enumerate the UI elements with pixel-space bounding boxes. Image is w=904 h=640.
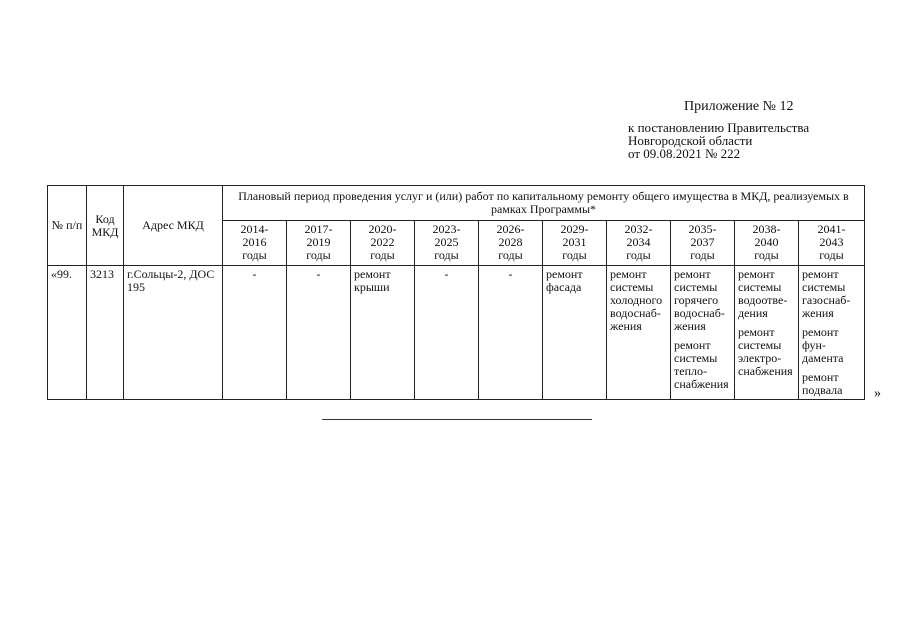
cell-2029: ремонт фасада [543,266,607,400]
year-2020: 2020- 2022 годы [351,221,415,266]
header-num: № п/п [48,186,87,266]
header-code: Код МКД [87,186,124,266]
separator-line [322,419,592,420]
table-row [48,266,865,400]
cell-2017: - [287,266,351,400]
year-2038: 2038- 2040 годы [735,221,799,266]
year-2032: 2032- 2034 годы [607,221,671,266]
cell-2023: - [415,266,479,400]
closing-quote: » [874,386,881,401]
header-period: Плановый период проведения услуг и (или) работ по капитальному ремонту общего имущества в МКД, реализуемых в рамках Программы* [223,186,865,221]
cell-2041: ремонт системы газоснаб- жения ремонт фун- дамента ремонт подвала [799,266,865,400]
header-line-2: Новгородской области [628,133,753,148]
year-2035: 2035- 2037 годы [671,221,735,266]
cell-2035: ремонт системы горячего водоснаб- жения ремонт системы тепло- снабжения [671,266,735,400]
year-2029: 2029- 2031 годы [543,221,607,266]
cell-2032: ремонт системы холодного водоснаб- жения [607,266,671,400]
year-2026: 2026- 2028 годы [479,221,543,266]
row-num: «99. [48,266,87,400]
row-code: 3213 [87,266,124,400]
cell-2020: ремонт крыши [351,266,415,400]
year-2041: 2041- 2043 годы [799,221,865,266]
year-2023: 2023- 2025 годы [415,221,479,266]
appendix-title: Приложение № 12 [684,99,794,114]
header-address: Адрес МКД [124,186,223,266]
header-line-3: от 09.08.2021 № 222 [628,146,741,161]
year-2017: 2017- 2019 годы [287,221,351,266]
year-2014: 2014- 2016 годы [223,221,287,266]
document-header [628,100,809,160]
row-address: г.Сольцы-2, ДОС 195 [124,266,223,400]
header-line-1: к постановлению Правительства [628,120,810,135]
cell-2014: - [223,266,287,400]
capital-repair-table [47,185,865,400]
cell-2038: ремонт системы водоотве- дения ремонт системы электро- снабжения [735,266,799,400]
cell-2026: - [479,266,543,400]
